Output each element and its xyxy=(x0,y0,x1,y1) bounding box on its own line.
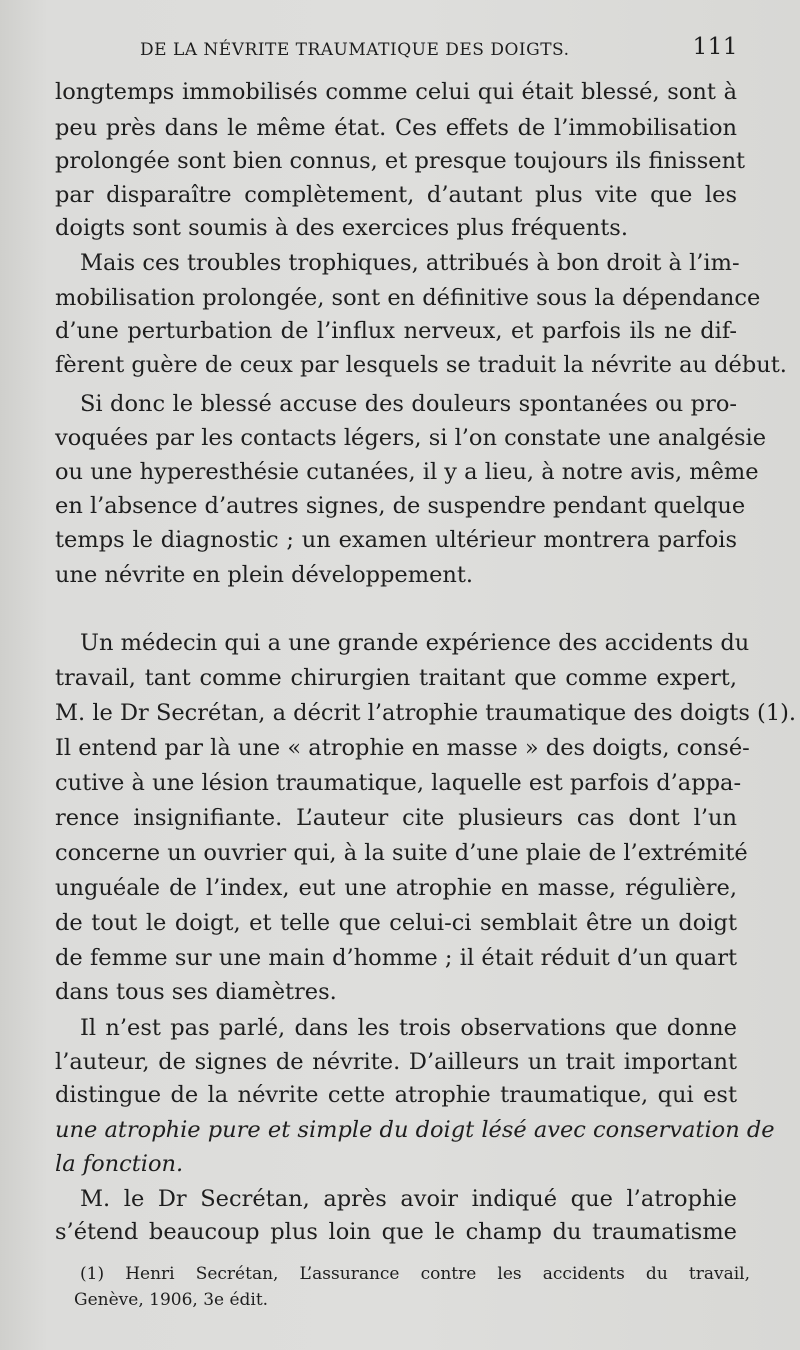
text-line: fèrent guère de ceux par lesquels se traduit la névrite au début. xyxy=(55,352,787,378)
text-line: longtemps immobilisés comme celui qui était blessé, sont à xyxy=(55,79,737,105)
text-line: prolongée sont bien connus, et presque toujours ils finissent xyxy=(55,148,746,174)
text-line: d’une perturbation de l’influx nerveux, et parfois ils ne dif- xyxy=(55,318,737,344)
text-line: s’étend beaucoup plus loin que le champ du traumatisme xyxy=(55,1219,737,1245)
text-line: Mais ces troubles trophiques, attribués à bon droit à l’im- xyxy=(80,250,740,276)
text-line: travail, tant comme chirurgien traitant que comme expert, xyxy=(55,665,737,691)
text-line: M. le Dr Secrétan, a décrit l’atrophie traumatique des doigts (1). xyxy=(55,700,797,726)
text-line: une atrophie pure et simple du doigt lésé avec conservation de xyxy=(55,1117,775,1143)
text-line: unguéale de l’index, eut une atrophie en masse, régulière, xyxy=(55,875,737,901)
text-line: distingue de la névrite cette atrophie traumatique, qui est xyxy=(55,1082,737,1108)
text-line: peu près dans le même état. Ces effets de l’immobilisation xyxy=(55,115,737,141)
text-line: concerne un ouvrier qui, à la suite d’une plaie de l’extrémité xyxy=(55,840,748,866)
text-line: Il entend par là une « atrophie en masse » des doigts, consé- xyxy=(55,735,750,761)
text-line: une névrite en plein développement. xyxy=(55,562,474,588)
text-line: la fonction. xyxy=(55,1151,184,1177)
page-number: 111 xyxy=(692,34,738,60)
text-line: Il n’est pas parlé, dans les trois observations que donne xyxy=(80,1015,737,1041)
text-line: dans tous ses diamètres. xyxy=(55,979,337,1005)
text-line: doigts sont soumis à des exercices plus fréquents. xyxy=(55,215,628,241)
text-line: Un médecin qui a une grande expérience des accidents du xyxy=(80,630,750,656)
text-line: cutive à une lésion traumatique, laquelle est parfois d’appa- xyxy=(55,770,742,796)
text-line: voquées par les contacts légers, si l’on constate une analgésie xyxy=(55,425,767,451)
text-line: mobilisation prolongée, sont en définitive sous la dépendance xyxy=(55,285,761,311)
footnote-line: Genève, 1906, 3e édit. xyxy=(74,1290,269,1310)
text-line: M. le Dr Secrétan, après avoir indiqué que l’atrophie xyxy=(80,1186,737,1212)
text-line: ou une hyperesthésie cutanées, il y a lieu, à notre avis, même xyxy=(55,459,759,485)
text-line: par disparaître complètement, d’autant plus vite que les xyxy=(55,182,737,208)
text-line: rence insignifiante. L’auteur cite plusieurs cas dont l’un xyxy=(55,805,737,831)
text-line: en l’absence d’autres signes, de suspendre pendant quelque xyxy=(55,493,746,519)
text-line: de femme sur une main d’homme ; il était réduit d’un quart xyxy=(55,945,737,971)
footnote-line: (1) Henri Secrétan, L’assurance contre les accidents du travail, xyxy=(80,1264,750,1284)
text-line: l’auteur, de signes de névrite. D’ailleurs un trait important xyxy=(55,1049,737,1075)
text-line: temps le diagnostic ; un examen ultérieur montrera parfois xyxy=(55,527,737,553)
text-line: de tout le doigt, et telle que celui-ci semblait être un doigt xyxy=(55,910,737,936)
text-line: Si donc le blessé accuse des douleurs spontanées ou pro- xyxy=(80,391,737,417)
running-title: DE LA NÉVRITE TRAUMATIQUE DES DOIGTS. xyxy=(140,40,570,60)
